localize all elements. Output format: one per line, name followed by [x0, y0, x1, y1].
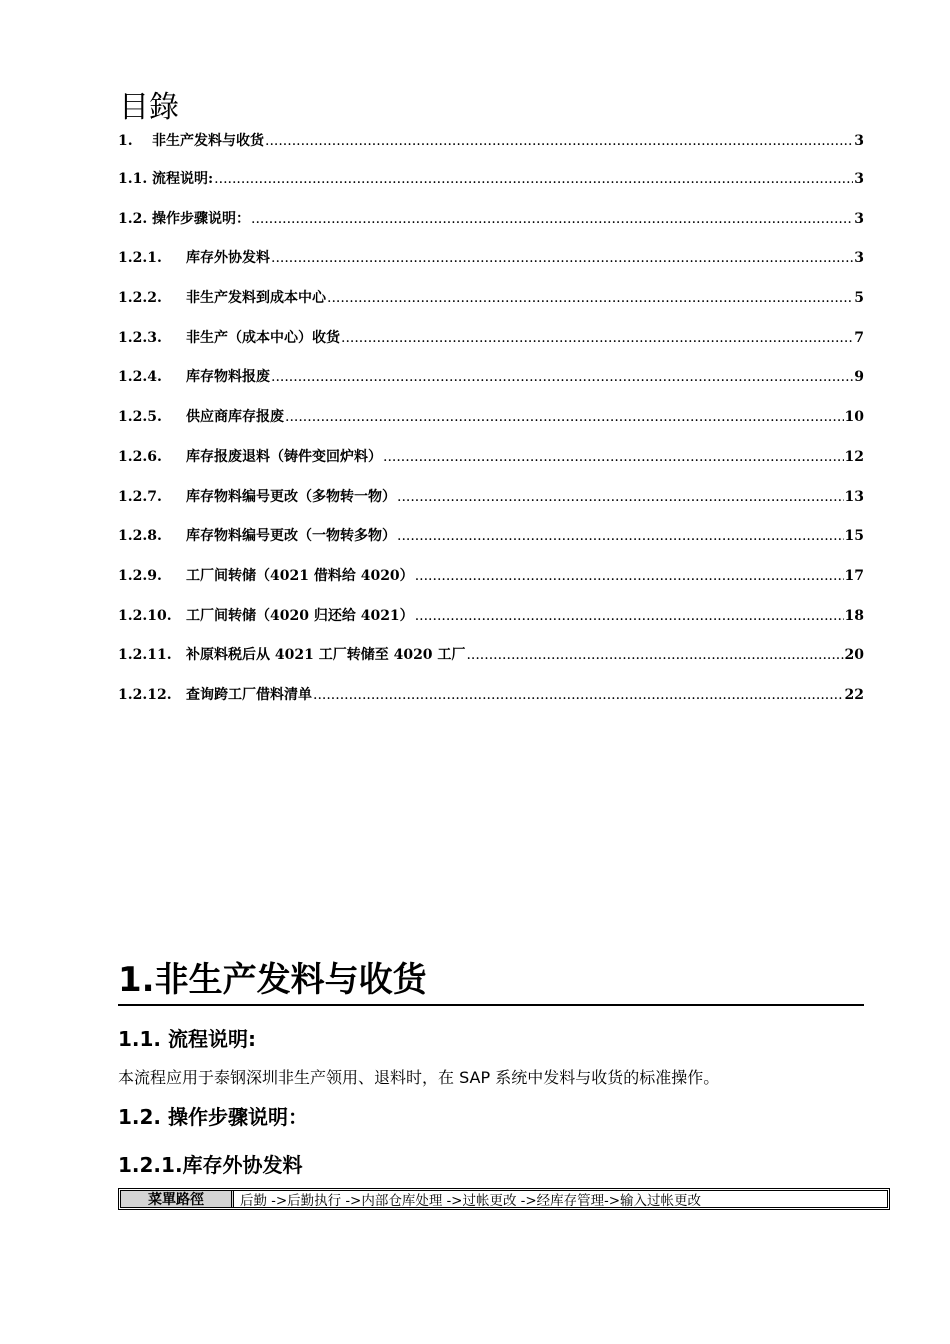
toc-entry-text: 供应商库存报废	[186, 409, 284, 426]
toc-entry[interactable]	[118, 605, 864, 645]
menu-path-value: 后勤 ->后勤执行 ->内部仓库处理 ->过帐更改 ->经库存管理->输入过帐更改	[240, 1193, 702, 1209]
toc-entry-number: 1.2.11.	[118, 647, 172, 664]
toc-entry-text: 库存报废退料（铸件变回炉料）	[186, 448, 382, 465]
menu-path-label: 菜單路徑	[121, 1191, 234, 1207]
toc-entry-text: 非生产发料到成本中心	[186, 290, 326, 307]
toc-entry-text: 库存物料编号更改（多物转一物）	[186, 488, 396, 505]
toc-entry-text: 库存外协发料	[186, 250, 270, 267]
toc-leader-dots	[265, 133, 853, 149]
toc-entry-text: 库存物料报废	[186, 369, 270, 386]
toc-entry-text: 补原料税后从 4021 工厂转储至 4020 工厂	[186, 647, 466, 664]
toc-entry-number: 1.2.6.	[118, 448, 162, 465]
toc-entry-page: 15	[844, 528, 864, 545]
menu-path-table	[118, 1188, 890, 1210]
toc-entry[interactable]	[118, 247, 864, 287]
toc-entry-number: 1.2.2.	[118, 290, 162, 307]
toc-entry-page: 22	[844, 686, 864, 703]
toc-entry-text: 操作步骤说明：	[152, 210, 250, 227]
toc-entry-page: 18	[844, 607, 864, 624]
toc-entry-page: 3	[854, 250, 864, 267]
toc-entry-text: 工厂间转储（4020 归还给 4021）	[186, 607, 414, 624]
toc-leader-dots	[466, 647, 843, 663]
toc-entry-number: 1.2.	[118, 210, 148, 227]
toc-entry-text: 非生产发料与收货	[152, 133, 264, 149]
toc-entry[interactable]	[118, 565, 864, 605]
section-heading-steps: 1.2. 操作步骤说明：	[118, 1105, 308, 1129]
toc-entry-number: 1.2.9.	[118, 567, 162, 584]
toc-leader-dots	[383, 449, 844, 465]
toc-entry-number: 1.2.1.	[118, 250, 162, 267]
toc-entry-number: 1.2.7.	[118, 488, 162, 505]
toc-title: 目錄	[119, 90, 179, 125]
toc-entry-number: 1.2.8.	[118, 528, 162, 545]
toc-entry-number: 1.2.12.	[118, 686, 172, 703]
toc-entry-number: 1.	[118, 133, 133, 149]
toc-entry[interactable]	[118, 208, 864, 248]
toc-entry-page: 3	[854, 133, 864, 149]
toc-entry-number: 1.1.	[118, 171, 148, 187]
toc-leader-dots	[251, 211, 853, 227]
toc-entry-page: 5	[854, 290, 864, 307]
toc-entry[interactable]	[118, 525, 864, 565]
toc-leader-dots	[313, 687, 844, 703]
toc-entry-number: 1.2.10.	[118, 607, 172, 624]
toc-entry-page: 3	[854, 210, 864, 227]
toc-leader-dots	[397, 489, 844, 505]
section-heading-outsourced-issue: 1.2.1.库存外协发料	[118, 1153, 303, 1177]
toc-entry-page: 9	[854, 369, 864, 386]
toc-entry-text: 流程说明:	[152, 171, 214, 187]
toc-entry-page: 3	[854, 171, 864, 187]
toc-entry-number: 1.2.4.	[118, 369, 162, 386]
toc-entry[interactable]	[118, 130, 864, 168]
toc-entry-text: 非生产（成本中心）收货	[186, 329, 340, 346]
toc-entry[interactable]	[118, 684, 864, 724]
toc-entry-text: 库存物料编号更改（一物转多物）	[186, 528, 396, 545]
toc-entry-page: 13	[844, 488, 864, 505]
toc-entry[interactable]	[118, 168, 864, 208]
toc-entry-page: 17	[844, 567, 864, 584]
section-heading-flow: 1.1. 流程说明:	[118, 1027, 256, 1051]
toc-leader-dots	[397, 528, 844, 544]
toc-entry[interactable]	[118, 366, 864, 406]
toc-leader-dots	[415, 568, 844, 584]
toc-leader-dots	[214, 171, 853, 187]
table-of-contents	[118, 130, 864, 724]
toc-entry[interactable]	[118, 446, 864, 486]
toc-entry-number: 1.2.3.	[118, 329, 162, 346]
toc-entry[interactable]	[118, 486, 864, 526]
toc-leader-dots	[271, 369, 853, 385]
toc-entry[interactable]	[118, 644, 864, 684]
toc-leader-dots	[415, 608, 844, 624]
toc-entry-text: 工厂间转储（4021 借料给 4020）	[186, 567, 414, 584]
toc-entry-page: 12	[844, 448, 864, 465]
toc-entry-page: 20	[844, 647, 864, 664]
toc-leader-dots	[327, 290, 853, 306]
flow-description: 本流程应用于泰钢深圳非生产领用、退料时，在 SAP 系统中发料与收货的标准操作。	[118, 1068, 720, 1087]
toc-leader-dots	[341, 330, 853, 346]
toc-entry-text: 查询跨工厂借料清单	[186, 686, 312, 703]
toc-leader-dots	[271, 250, 853, 266]
section-heading-1: 1.非生产发料与收货	[118, 958, 864, 1006]
toc-entry[interactable]	[118, 327, 864, 367]
toc-entry-page: 7	[854, 329, 864, 346]
toc-entry[interactable]	[118, 287, 864, 327]
toc-entry-page: 10	[844, 409, 864, 426]
toc-entry[interactable]	[118, 406, 864, 446]
toc-entry-number: 1.2.5.	[118, 409, 162, 426]
toc-leader-dots	[285, 409, 844, 425]
